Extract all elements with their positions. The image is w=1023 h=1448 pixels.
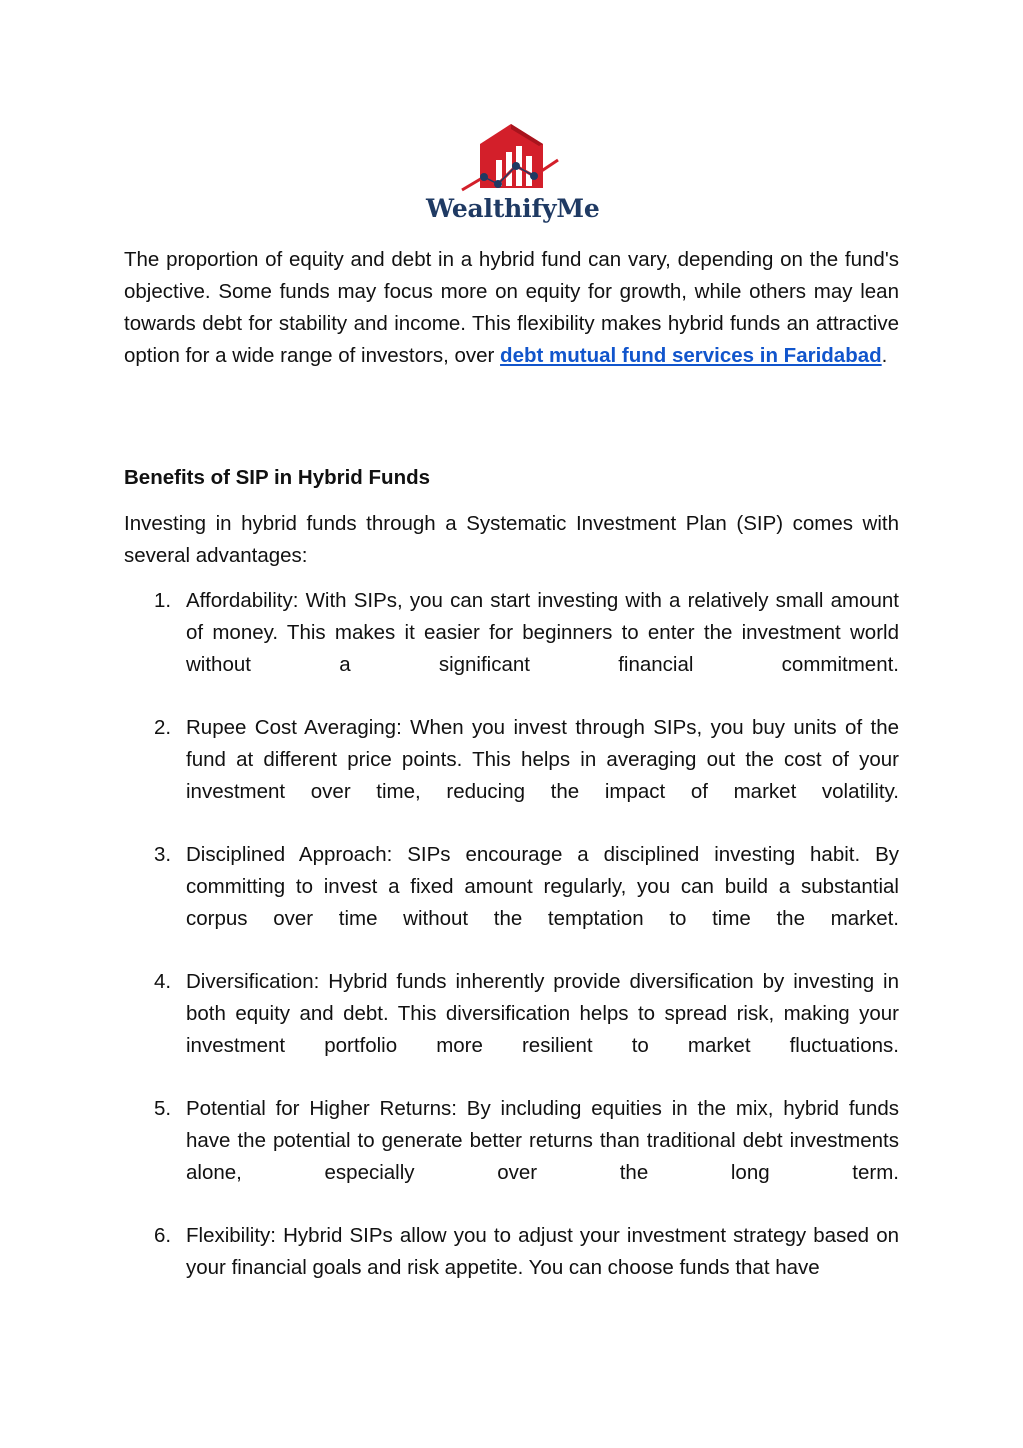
list-item-number: 4. — [154, 970, 172, 993]
list-item — [124, 839, 899, 935]
list-item-number: 2. — [154, 716, 172, 739]
logo-house-chart-icon — [426, 122, 596, 197]
list-item-number: 6. — [154, 1224, 172, 1247]
list-item-number: 3. — [154, 843, 172, 866]
wealthifyme-logo — [426, 122, 600, 232]
list-item — [124, 966, 899, 1062]
list-item — [124, 1093, 899, 1189]
list-item-text: Flexibility: Hybrid SIPs allow you to adjust your investment strategy based on your financial goals and risk appetite. You can choose funds that have — [186, 1224, 899, 1279]
document-body — [124, 244, 899, 1279]
list-item — [124, 1220, 899, 1284]
intro-paragraph — [124, 244, 899, 372]
list-item-number: 1. — [154, 589, 172, 612]
list-item-text: Rupee Cost Averaging: When you invest through SIPs, you buy units of the fund at different price points. This helps in averaging out the cost of your investment over time, reducing the impact of market volatility. — [186, 716, 899, 803]
logo-wordmark: WealthifyMe — [426, 194, 600, 223]
benefits-list — [124, 585, 899, 1284]
intro-paragraph-trailing: . — [881, 344, 888, 367]
list-item — [124, 585, 899, 681]
intro-paragraph-text: The proportion of equity and debt in a hybrid fund can vary, depending on the fund's objective. Some funds may focus more on equity for growth, while others may lean towards debt for stability and income. This flexibility makes hybrid funds an attractive option for a wide range of investors, over — [124, 248, 899, 367]
list-item-text: Potential for Higher Returns: By including equities in the mix, hybrid funds have the potential to generate better returns than traditional debt investments alone, especially over the long term. — [186, 1097, 899, 1184]
list-item — [124, 712, 899, 808]
list-item-text: Affordability: With SIPs, you can start investing with a relatively small amount of money. This makes it easier for beginners to enter the investment world without a significant financial commitment. — [186, 589, 899, 676]
faridabad-services-link[interactable]: debt mutual fund services in Faridabad — [500, 344, 882, 367]
list-item-text: Diversification: Hybrid funds inherently provide diversification by investing in both equity and debt. This diversification helps to spread risk, making your investment portfolio more resilient to market fluctuations. — [186, 970, 899, 1057]
list-item-number: 5. — [154, 1097, 172, 1120]
section-heading: Benefits of SIP in Hybrid Funds — [124, 466, 431, 489]
list-item-text: Disciplined Approach: SIPs encourage a disciplined investing habit. By committing to invest a fixed amount regularly, you can build a substantial corpus over time without the temptation to time the market. — [186, 843, 899, 930]
section-intro: Investing in hybrid funds through a Systematic Investment Plan (SIP) comes with several advantages: — [124, 512, 899, 567]
